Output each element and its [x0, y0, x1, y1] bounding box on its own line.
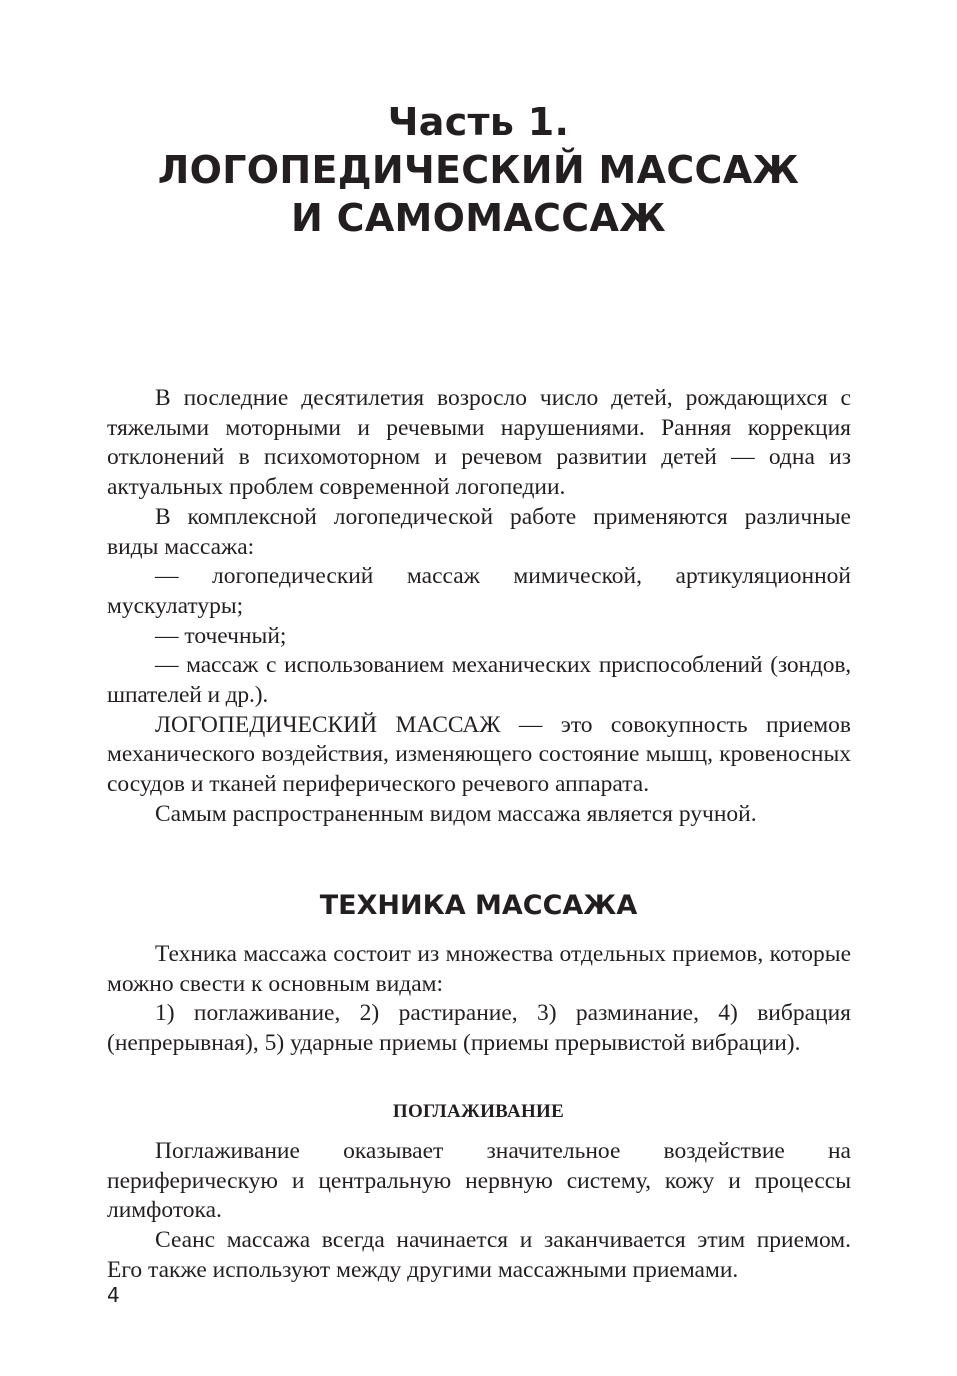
section-heading-technique: ТЕХНИКА МАССАЖА — [319, 890, 638, 921]
page-number: 4 — [107, 1283, 120, 1307]
part-title — [0, 98, 957, 242]
stroking-paragraph-2: Сеанс массажа всегда начинается и заканчивается этим приемом. Его также используют между другими массажными приемами. — [107, 1227, 851, 1283]
intro-list-item-1: — логопедический массаж мимической, артикуляционной мускулатуры; — [107, 563, 851, 619]
part-title-line-2: И САМОМАССАЖ — [291, 196, 666, 240]
stroking-paragraph-1: Поглаживание оказывает значительное воздействие на периферическую и центральную нервную систему, кожу и процессы лимфотока. — [107, 1138, 851, 1224]
part-number: Часть 1. — [387, 100, 570, 144]
intro-text — [107, 384, 851, 830]
stroking-text — [107, 1137, 851, 1286]
intro-list-item-3: — массаж с использованием механических приспособлений (зондов, шпателей и др.). — [107, 652, 851, 709]
technique-paragraph-1: Техника массажа состоит из множества отдельных приемов, которые можно свести к основным видам: — [107, 941, 851, 997]
intro-paragraph-2: В комплексной логопедической работе применяются различные виды массажа: — [107, 503, 851, 560]
intro-paragraph-1: В последние десятилетия возросло число детей, рождающихся с тяжелыми моторными и речевыми нарушениями. Ранняя коррекция отклонений в психомоторном и речевом развитии детей — одна из актуальных проблем современной логопедии. — [107, 385, 851, 501]
subsection-heading-stroking: ПОГЛАЖИВАНИЕ — [392, 1101, 565, 1122]
technique-text — [107, 940, 851, 1059]
intro-paragraph-3: Самым распространенным видом массажа является ручной. — [155, 800, 757, 827]
technique-paragraph-2: 1) поглаживание, 2) растирание, 3) разминание, 4) вибрация (непрерывная), 5) ударные приемы (приемы прерывистой вибрации). — [107, 1000, 851, 1057]
intro-list-item-2: — точечный; — [155, 622, 287, 649]
definition-paragraph: ЛОГОПЕДИЧЕСКИЙ МАССАЖ — это совокупность приемов механического воздействия, изменяющего состояние мышц, кровеносных сосудов и тканей периферического речевого аппарата. — [107, 711, 851, 798]
part-title-line-1: ЛОГОПЕДИЧЕСКИЙ МАССАЖ — [157, 148, 800, 192]
